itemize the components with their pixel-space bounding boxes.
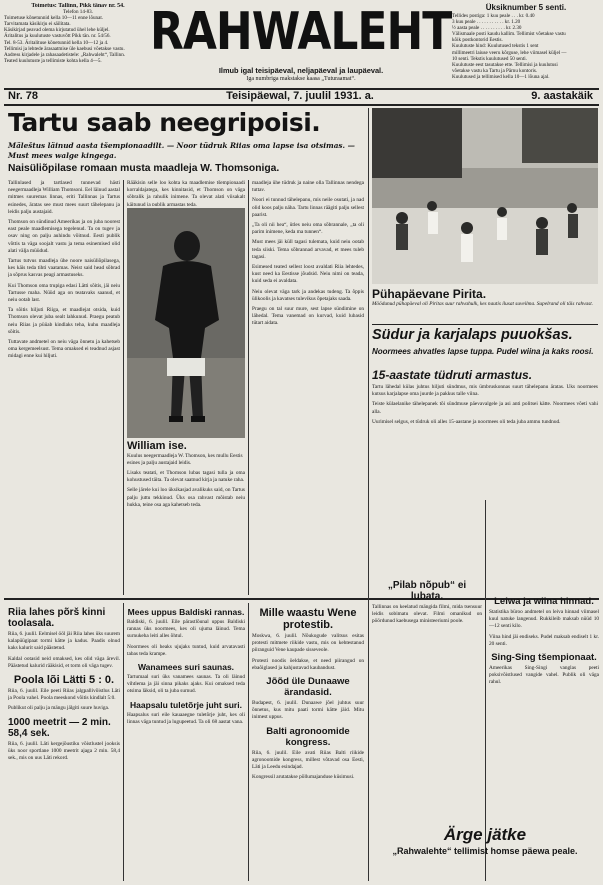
headline-sing-sing: Sing-Sing tšempionaat. [491, 652, 597, 664]
masthead-right-info [452, 3, 600, 85]
photo1-caption-title: William ise. [127, 440, 187, 452]
masthead-left-line: Tel. 8-53. Äritalituse kõnetunnid kella 10—12 ja 4. [4, 39, 109, 46]
ad-text: „Rahwalehte“ tellimist homse päewa peale. [392, 846, 578, 856]
story-paragraph: Budapest, 6. juulil. Dunaawe jõel juhtus suur õnnetus, kus mitu paati tormi kätte jäid. Mitu inimest uppus. [252, 700, 364, 721]
subscription-ad [372, 825, 598, 881]
headline-1000-meetrit: 1000 meetrit — 2 min. 58,4 sek. [8, 716, 111, 739]
headline-haapsalu: Haapsalu tuletõrje juht suri. [130, 699, 242, 710]
masthead-left-line: Tarvitamata käsikirju ei säilitata. [4, 21, 71, 28]
lead-paragraph: Kui Thomson oma trupiga edasi Lätti sõitis, jäi neiu Tartusse maha. Nüüd aga on teatavaks saanud, et neiu ootab last. [8, 282, 120, 304]
masthead-subtitle: Ilmub igal teisipäeval, neljapäeval ja laupäeval. [218, 66, 384, 75]
ad-title: Ärge jätke [443, 825, 527, 844]
story-paragraph: Publikut oli palju ja mängu jälgiti suure huviga. [8, 705, 110, 712]
masthead-left-line: Teated kuulutuste ja tellimiste kohta kella 4—5. [4, 57, 102, 64]
lead-headline: Tartu saab neegripoisi. [8, 108, 321, 137]
lead-column-1 [8, 180, 120, 595]
volume-year: 9. aastakäik [531, 90, 593, 102]
lead-paragraph: Ta sõitis hiljuti Riiga, et maadlejat otsida, kuid Thomson olevat juba sealt lahkunud. Praegu peatub neiu Riias ja püüab kindlaks teha, kuhu maadleja sõitis. [8, 307, 120, 335]
story-paragraph: Baldiski, 6. juulil. Eile pärastlõunal uppus Baldiski rannas üks noormees, kes oli ujuma läinud. Tema surnukeha leiti alles õhtul. [127, 619, 245, 640]
story-paragraph: Haapsalus suri eile kauaaegne tuletõrje juht, kes oli linnas väga tuntud ja lugupeetud. Ta oli 68 aastat vana. [127, 711, 245, 725]
story-paragraph: Tallinnas on keelatud mängida filmi, mida tsensuur leidis sobimatu olevat. Filmi omanikud on pöördunud kaebusega ministeeriumi poole. [372, 604, 482, 625]
story-paragraph: Viina hind jäi endiseks. Pudel maksab endiselt 1 kr. 20 senti. [489, 633, 599, 647]
column-rule [368, 500, 369, 881]
masthead-left-line: Aadress kirjadele ja rahasaadetistele: „Rahwaleht“, Tallinn. [4, 51, 126, 58]
photo1-caption-text: Kuulus neegermaadleja W. Thomson, kes mullu Eestis esines ja palju austajaid leidis. [127, 453, 243, 466]
masthead-left-line: Äritalitus ja kuulutuste vastuvõtt Pikk tän. nr. 54/56. [4, 33, 111, 40]
issue-number: Nr. 78 [8, 90, 38, 102]
lead-paragraph: „Ta oli nii hea“, ütles neiu oma sõbrannale, „ta oli parim inimene, keda ma tunnen“. [252, 222, 364, 236]
masthead-right-line: kõik postkontorid Eestis. [452, 37, 503, 44]
single-copy-price: Üksiknumber 5 senti. [485, 3, 567, 12]
lead-paragraph: Noori ei tunnud tähelepanu, mis neile osutati, ja nad olid koos palju näha. Tartu linnas räägiti palju sellest paarist. [252, 197, 364, 218]
lead-paragraph: Must mees jäi küll tagasi tulemata, kuid neiu ootab teda siiski. Tema sõbrannad arvavad, et mees tuleb tagasi. [252, 239, 364, 260]
lead-paragraph: Tartus tutvus maadleja ühe noore naisüliõpilasega, kes käis teda tihti vaatamas. Neist said head sõbrad ja sõprus kasvas peagi armastuseks. [8, 258, 120, 279]
story-paragraph: Kaldal ootasid neid omaksed, kes olid väga ärevil. Päästetud kalurid rääkisid, et torm oli väga tugev. [8, 655, 120, 669]
lead-column-3 [252, 180, 364, 595]
story-paragraph: Riia, 6. juulil. Eile peeti Riias jalgpallivõistlus Läti ja Poola vahel. Poola meeskond võitis kindlalt 5:0. [8, 688, 120, 702]
lead-paragraph: Praegu on tal suur mure, sest lapse sündimine on lähedal. Tema vanemad on kurvad, kuid lubasid tütart aidata. [252, 306, 364, 327]
bottom-column-2 [127, 603, 245, 881]
photo-william-thomson [127, 208, 245, 438]
masthead-right-line: millimeetri laiuse veeru kõrguse, lehe viimasel küljel — [452, 49, 567, 56]
masthead-title: RAHWALEHT [150, 2, 452, 63]
headline-leiwa-wiina: Leiwa ja wiina hinnad. [494, 596, 594, 607]
headline-mees-uppus: Mees uppus Baldiski rannas. [127, 607, 245, 617]
headline-pilab-nopub: „Pilab nõpub“ ei lubata. [387, 580, 467, 602]
headline-wanamees-suri: Wanamees suri saunas. [137, 662, 235, 673]
masthead-left-phone: Telefon 14-83. [63, 9, 93, 16]
lead-paragraph: Lisaks teatati, et Thomson lubas tagasi tulla ja oma kohustused täita. Ta olevat saatnud kirja ja natuke raha. [127, 470, 245, 484]
photo2-caption-title: Pühapäevane Pirita. [372, 287, 487, 301]
masthead-left-line: Toimetuse kõnetunnid kella 10—11 enne lõunat. [4, 15, 104, 22]
lead-column-2-bottom [127, 470, 245, 595]
headline-poola-latti: Poola lõi Lätti 5 : 0. [13, 674, 115, 687]
bottom-column-4 [372, 500, 482, 820]
bottom-column-1 [8, 603, 120, 881]
bottom-column-5 [489, 500, 599, 881]
column-rule [485, 500, 486, 881]
right-paragraph: Tartu lähedal külas juhtus hiljuti sündmus, mis ümbruskonnas suurt tähelepanu äratas. Üks noormees kutsus karjalapse oma juurde ja pakkus talle viina. [372, 384, 598, 398]
story-paragraph: Protesti noodis öeldakse, et need piirangud on ebaõiglased ja kahjustavad kaubandust. [252, 657, 364, 671]
story-paragraph: Statistika büroo andmetel on leiva hinnad viimasel kuul natuke langenud. Rukkileib maksab nüüd 10—12 senti kilo. [489, 609, 599, 630]
lead-paragraph: Tallinlased ja tartlased tunnevad hästi neegermaadleja William Thomsoni. Eel läinud aastal mitmes suuremas linnas, eriti Tallinnas ja Tartus esinedes, äratas see must mees suurt tähelepanu ja leidis palju austajaid. [8, 180, 120, 215]
headline-riia-lahes: Riia lahes põrš kinni toolasala. [8, 607, 106, 629]
masthead-right-line: 3 kuu peale . . . . . . . . . . . kr. 1.20 [452, 19, 521, 26]
story-paragraph: Ameerikas Sing-Singi vanglas peeti poksivõistlused vangide vahel. Publik oli väga rahul. [489, 665, 599, 686]
right-headline-2: 15-aastate tüdruti armastus. [372, 368, 533, 382]
lead-paragraph: maadleja ühe tüdruk ja naine olla Tallinnas nendega tuttav. [252, 180, 364, 194]
masthead-left-info [4, 3, 152, 77]
masthead-right-line: Kuulutuste eest tasutakse ette. Tellimisi ja kuulutusi [452, 61, 558, 68]
masthead-right-line: Kuulutused ja tellimised kella 10—1 lõuna ajal. [452, 73, 550, 80]
wrestler-photo-icon [127, 208, 245, 438]
lead-paragraph: Esimesed teated sellest loost avaldati Riia lehtedes, kust need ka Eestisse jõudsid. Neiu nimi on teada, kuid seda ei avaldata. [252, 264, 364, 285]
headline-dunaawe: Jõõd üle Dunaawe ärandasid. [266, 676, 350, 699]
story-paragraph: Riia, 6. juulil. Eile avati Riias Balti riikide agronoomide kongress, millest võtavad osa Eesti, Läti ja Leedu esindajad. [252, 749, 364, 771]
masthead-right-line: 10 senti. Tekstis kuulutused 50 senti. [452, 55, 527, 62]
masthead-subtitle-2: Iga numbriga makstakse kaasa „Tuturaamat“. [246, 76, 356, 82]
story-paragraph: Kongressil arutatakse põllumajanduse küsimusi. [252, 774, 355, 781]
lead-kicker: Naisüliõpilase romaan musta maadleja W. Thomsoniga. [8, 163, 280, 174]
masthead-right-line: Välismaale posti kaudu kallim. Tellimist võetakse vastu [452, 31, 566, 38]
masthead-left-line: Tellimisi ja lehtede ärasaatmise üle kaebusi võetakse vastu. [4, 45, 125, 52]
headline-agronoomide-kongress: Balti agronoomide kongress. [266, 725, 350, 748]
lead-paragraph: Selle järele kui loo üksikasjad avalikuks said, on Tartus palju juttu tekkinud. Üks osa rahvast mõistab neiu hukka, teine osa aga kahetseb teda. [127, 487, 245, 508]
story-paragraph: Tartumaal suri üks vanamees saunas. Ta oli läinud vihtlema ja jäi sinna pikaks ajaks. Kui omaksed teda otsima läksid, oli ta juba surnud. [127, 674, 245, 695]
masthead-right-line: Tellides postiga: 1 kuu peale . . . kr. 0.40 [452, 13, 535, 19]
lead-column-2-top [127, 180, 245, 206]
photo2-caption-text: Möödunud pühapäeval oli Piritas suur rahvahulk, kes nautis ilusat suveilma. Supelrand oli täis rahvast. [372, 301, 593, 307]
masthead-right-line: Kuulutuste hind: Kuulutused tekstis 1 sent [452, 43, 539, 50]
headline-wene-protestib: Mille waastu Wene protestib. [259, 607, 357, 631]
lead-paragraph: Neiu olevat väga tark ja andekas tudeng. Ta õppis ülikoolis ja kavatses tulevikus õpetajaks saada. [252, 288, 364, 302]
masthead-right-line: ½ aasta peale . . . . . . . . . . kr. 2.30 [452, 25, 522, 32]
section-rule [372, 324, 598, 325]
story-paragraph: Moskwa, 6. juulil. Nõukogude valitsus esitas protesti mitmete riikide vastu, mis on kehtestanud piiranguid Vene kaupade sisseveole. [252, 633, 364, 654]
beach-crowd-photo-icon [372, 108, 598, 284]
column-rule [248, 603, 249, 881]
right-headline-1: Südur ja karjalaps puuokšas. [372, 327, 573, 343]
masthead-left-title: Toimetus: Tallinn, Pikk tänav nr. 54. [31, 3, 125, 9]
lead-deck: Mäleštus läinud aasta tšempionaadilt. — Noor tüdruk Riias oma lapse isa otsimas. — Must mees walge kingega. [8, 141, 355, 160]
column-rule [123, 180, 124, 595]
lead-paragraph: Thomson on sündinud Ameerikas ja on juba noorest east peale maadlemisega tegelenud. Ta on tugev ja osav ning on palju auhindu võitnud. Eesti publik võttis ta väga soojalt vastu ja tema esinemised olid alati välja müüdud. [8, 219, 120, 254]
column-rule [123, 603, 124, 881]
photo-pirita-beach [372, 108, 598, 284]
story-paragraph: Noormees oli heaks ujujaks tuntud, kuid arvatavasti tabas teda krampe. [127, 643, 245, 657]
story-paragraph: Riia, 6. juulil. Eelmisel ööl jäi Riia lahes üks suurem kalapüügipaat tormi kätte ja kadus. Paadis olnud kaks kalurit said päästetud. [8, 631, 120, 652]
masthead-rule-bottom [4, 104, 599, 106]
photo2-caption [372, 287, 598, 308]
bottom-column-3 [252, 603, 364, 881]
right-deck-1: Noormees ahvatles lapse tuppa. Pudel wiina ja kaks roosi. [372, 347, 594, 356]
masthead-left-line: Käsikirjad peavad olema kirjutatud ühel lehe küljel. [4, 27, 110, 34]
right-paragraph: Teiste külaelanike tähelepanek tõi sündmuse päevavalgele ja asi anti politsei kätte. Noormees võeti vahi alla. [372, 401, 598, 415]
lead-paragraph: Rääkisin selle loo kohta ka maadlemise tšempionaadi korraldajatega, kes kinnitasid, et Thomson on väga sõbralik ja rahulik inimene. Ta olevat alati viisakalt käitunud ja publik armastas teda. [127, 180, 245, 206]
story-paragraph: Riia, 6. juulil. Läti kergejõustiku võistlustel jooksis üks noor sportlane 1000 meetrit ajaga 2 min. 58,4 sek., mis on uus Läti rekord. [8, 740, 120, 762]
photo1-caption [127, 440, 245, 467]
right-paragraph: Uurimisel selgus, et tüdruk oli alles 15-aastane ja noormees oli teda juba ammu tundnud. [372, 418, 561, 425]
issue-date: Teisipäewal, 7. juulil 1931. a. [226, 90, 374, 102]
column-rule [248, 180, 249, 595]
masthead-right-line: võetakse vastu ka Tartu ja Pärnu kontoris. [452, 67, 538, 74]
right-story-text [372, 384, 598, 496]
lead-paragraph: Tuttavate andmetel on neiu väga õnnetu ja kahetseb oma kergemeelsust. Tema omaksed ei teadnud asjast midagi enne kui hiljuti. [8, 339, 120, 360]
